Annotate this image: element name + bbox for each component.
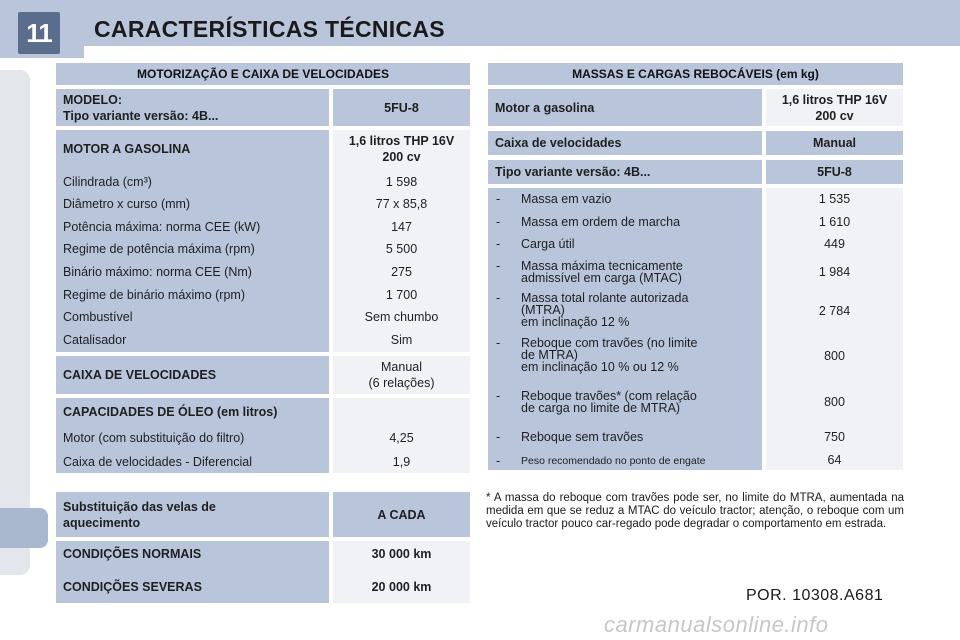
mass-row-dash: - <box>496 192 501 206</box>
mass-variant-value: 5FU-8 <box>766 160 903 184</box>
mass-row-label: admissível em carga (MTAC) <box>521 271 682 285</box>
engine-value-line2: 200 cv <box>382 150 421 164</box>
mass-engine-value-line1: 1,6 litros THP 16V <box>781 92 888 107</box>
engine-value-line1: 1,6 litros THP 16V <box>348 134 455 148</box>
mass-table-title: MASSAS E CARGAS REBOCÁVEIS (em kg) <box>488 63 903 85</box>
mass-row <box>496 193 762 207</box>
gearbox-label: CAIXA DE VELOCIDADES <box>56 356 329 394</box>
chapter-number: 11 <box>18 12 60 54</box>
watermark: carmanualsonline.info <box>604 612 829 637</box>
mass-row-label: de carga no limite de MTRA) <box>521 401 681 415</box>
mass-row <box>496 292 762 330</box>
engine-row-label: Catalisador <box>63 333 127 347</box>
engine-row-label: Regime de potência máxima (rpm) <box>63 242 255 256</box>
model-label-line2: Tipo variante versão: 4B... <box>63 108 219 123</box>
mass-row-label: Reboque travões* (com relação <box>521 389 697 403</box>
engine-table-title: MOTORIZAÇÃO E CAIXA DE VELOCIDADES <box>56 63 470 85</box>
mass-row-value: 1 535 <box>818 192 851 206</box>
mass-row-value: 750 <box>824 430 845 444</box>
mass-row-dash: - <box>496 215 501 229</box>
gearbox-value-line1: Manual <box>381 360 422 374</box>
condition-value: 30 000 km <box>371 547 432 561</box>
spark-label-line1: Substituição das velas de <box>63 499 216 514</box>
mass-row <box>496 216 762 230</box>
reference-code: POR. 10308.A681 <box>746 587 884 604</box>
mass-row-value: 800 <box>824 349 845 363</box>
engine-row-label: Combustível <box>63 310 133 324</box>
mass-row-label: Massa total rolante autorizada <box>521 291 689 305</box>
oil-row-label: Motor (com substituição do filtro) <box>63 431 245 445</box>
engine-row-value: 1 700 <box>385 288 418 302</box>
mass-row <box>496 455 762 469</box>
mass-row-dash: - <box>496 454 501 468</box>
mass-gearbox-value: Manual <box>766 131 903 155</box>
mass-row-label: Peso recomendado no ponto de engate <box>521 455 706 467</box>
mass-row-label: Reboque com travões (no limite <box>521 336 698 350</box>
mass-row-label: Massa máxima tecnicamente <box>521 259 683 273</box>
condition-label: CONDIÇÕES SEVERAS <box>63 580 202 594</box>
mass-row-dash: - <box>496 389 501 403</box>
mass-engine-value-line2: 200 cv <box>815 108 854 123</box>
mass-row-dash: - <box>496 336 501 350</box>
oil-row-value: 1,9 <box>392 455 411 469</box>
mass-row-value: 64 <box>827 453 842 467</box>
mass-row-label: Reboque sem travões <box>521 430 644 444</box>
mass-row-value: 1 984 <box>818 265 851 279</box>
engine-row-label: Binário máximo: norma CEE (Nm) <box>63 265 252 279</box>
engine-row-value: 275 <box>391 265 412 279</box>
engine-value <box>333 130 470 168</box>
mass-row-label: em inclinação 12 % <box>521 315 630 329</box>
engine-row-label: Diâmetro x curso (mm) <box>63 197 191 211</box>
page-title: CARACTERÍSTICAS TÉCNICAS <box>94 16 445 42</box>
mass-row-value: 2 784 <box>818 304 851 318</box>
model-label <box>56 89 329 126</box>
mass-row <box>496 431 762 445</box>
mass-row-label: Massa em ordem de marcha <box>521 215 681 229</box>
mass-row-label: Carga útil <box>521 237 575 251</box>
mass-row <box>496 260 762 286</box>
oil-label: CAPACIDADES DE ÓLEO (em litros) <box>63 405 278 419</box>
engine-row-label: Cilindrada (cm³) <box>63 175 152 189</box>
mass-gearbox-label: Caixa de velocidades <box>488 131 762 155</box>
mass-row-dash: - <box>496 291 501 305</box>
spark-value: A CADA <box>333 492 470 537</box>
spark-label-line2: aquecimento <box>63 515 141 530</box>
footnote: * A massa do reboque com travões pode ser, no limite do MTRA, aumentada na medida em que se reduz a MTAC do veículo tractor; atenção, o reboque com um veículo tractor pouco car-regado pode degradar o comportamento em estrada. <box>486 492 904 530</box>
mass-engine-value <box>766 89 903 126</box>
model-value: 5FU-8 <box>333 89 470 126</box>
engine-row-value: 77 x 85,8 <box>375 197 428 211</box>
engine-row-value: Sim <box>390 333 413 347</box>
engine-row-label: Potência máxima: norma CEE (kW) <box>63 220 261 234</box>
gearbox-value-line2: (6 relações) <box>368 376 435 390</box>
mass-variant-label: Tipo variante versão: 4B... <box>488 160 762 184</box>
model-label-line1: MODELO: <box>63 92 123 107</box>
mass-row-label: em inclinação 10 % ou 12 % <box>521 360 679 374</box>
mass-row-value: 800 <box>824 395 845 409</box>
engine-row-value: Sem chumbo <box>364 310 439 324</box>
mass-row-label: Massa em vazio <box>521 192 612 206</box>
mass-row <box>496 238 762 252</box>
mass-row-value: 1 610 <box>818 215 851 229</box>
oil-row-label: Caixa de velocidades - Diferencial <box>63 455 252 469</box>
mass-row-label: (MTRA) <box>521 303 565 317</box>
mass-row-label: de MTRA) <box>521 348 578 362</box>
oil-row-value: 4,25 <box>389 431 414 445</box>
engine-row-value: 5 500 <box>385 242 418 256</box>
engine-row-label: Regime de binário máximo (rpm) <box>63 288 246 302</box>
side-strip <box>0 70 30 575</box>
mass-row-value: 449 <box>824 237 845 251</box>
side-tab <box>0 508 48 548</box>
engine-row-value: 147 <box>391 220 412 234</box>
mass-row-dash: - <box>496 237 501 251</box>
mass-row-dash: - <box>496 259 501 273</box>
spark-label <box>56 492 329 537</box>
condition-value: 20 000 km <box>371 580 432 594</box>
mass-row <box>496 390 762 416</box>
engine-label: MOTOR A GASOLINA <box>56 130 329 168</box>
mass-row-dash: - <box>496 430 501 444</box>
mass-engine-label: Motor a gasolina <box>488 89 762 126</box>
condition-label: CONDIÇÕES NORMAIS <box>63 547 202 561</box>
mass-row <box>496 337 762 375</box>
engine-row-value: 1 598 <box>385 175 418 189</box>
gearbox-value <box>333 356 470 394</box>
